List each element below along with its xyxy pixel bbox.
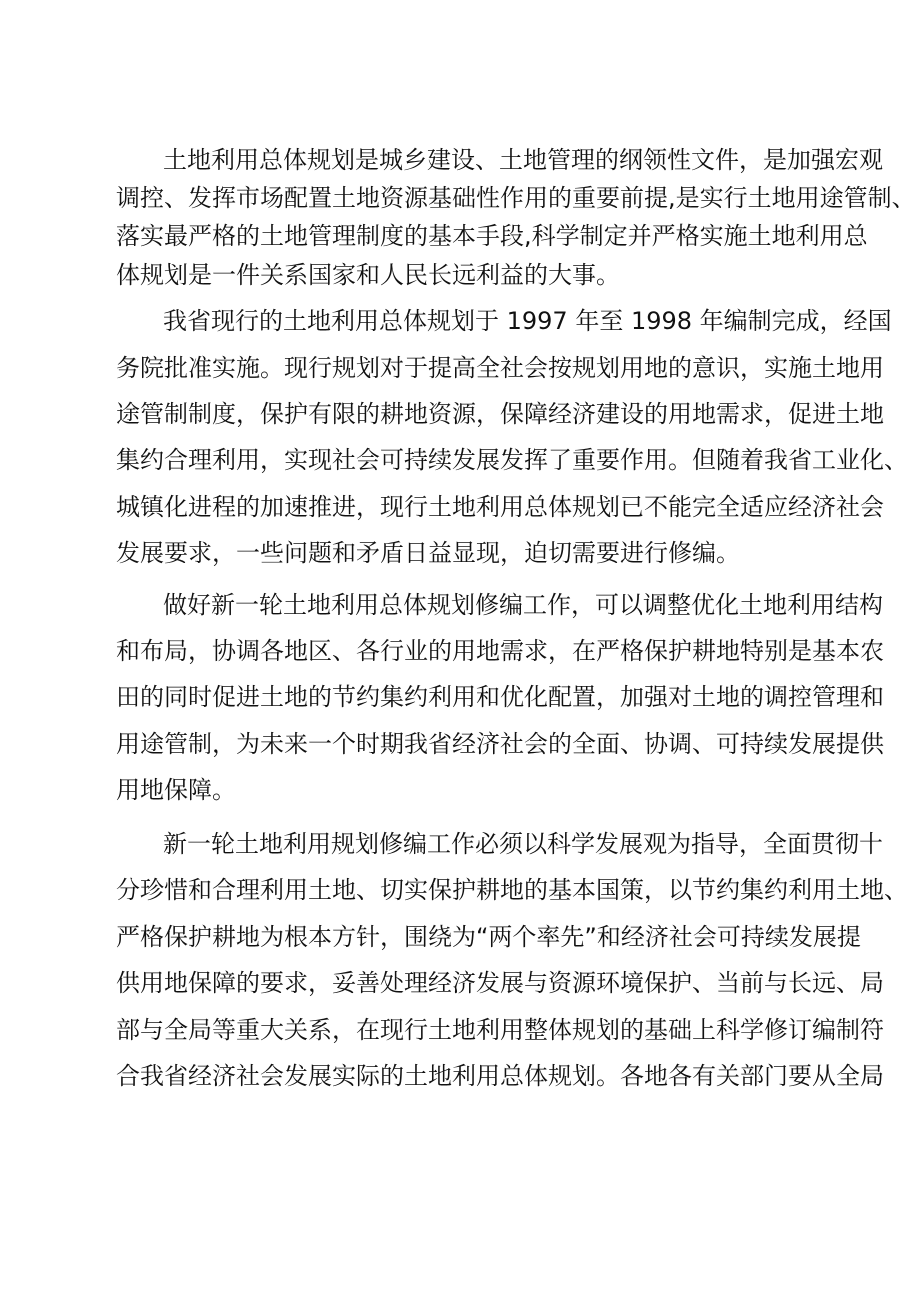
paragraph-1-line-2: 调控、发挥市场配置土地资源基础性作用的重要前提,是实行土地用途管制、 — [116, 184, 916, 212]
paragraph-4-line-6: 合我省经济社会发展实际的土地利用总体规划。各地各有关部门要从全局 — [116, 1062, 884, 1090]
paragraph-2-line-5: 城镇化进程的加速推进，现行土地利用总体规划已不能完全适应经济社会 — [116, 493, 884, 521]
paragraph-4-line-4: 供用地保障的要求，妥善处理经济发展与资源环境保护、当前与长远、局 — [116, 969, 884, 997]
paragraph-3-line-5: 用地保障。 — [116, 776, 236, 804]
paragraph-3-line-3: 田的同时促进土地的节约集约利用和优化配置，加强对土地的调控管理和 — [116, 683, 884, 711]
paragraph-4-line-1: 新一轮土地利用规划修编工作必须以科学发展观为指导，全面贯彻十 — [163, 830, 883, 858]
paragraph-2-line-3: 途管制制度，保护有限的耕地资源，保障经济建设的用地需求，促进土地 — [116, 400, 884, 428]
paragraph-4-line-5: 部与全局等重大关系，在现行土地利用整体规划的基础上科学修订编制符 — [116, 1016, 884, 1044]
paragraph-4-line-3: 严格保护耕地为根本方针，围绕为“两个率先”和经济社会可持续发展提 — [116, 923, 861, 951]
paragraph-3-line-2: 和布局，协调各地区、各行业的用地需求，在严格保护耕地特别是基本农 — [116, 637, 884, 665]
paragraph-3-line-1: 做好新一轮土地利用总体规划修编工作，可以调整优化土地利用结构 — [163, 591, 883, 619]
paragraph-2-line-6: 发展要求，一些问题和矛盾日益显现，迫切需要进行修编。 — [116, 539, 740, 567]
paragraph-1-line-4: 体规划是一件关系国家和人民长远利益的大事。 — [116, 261, 620, 289]
paragraph-1-line-1: 土地利用总体规划是城乡建设、土地管理的纲领性文件，是加强宏观 — [163, 146, 883, 174]
paragraph-2-line-4: 集约合理利用，实现社会可持续发展发挥了重要作用。但随着我省工业化、 — [116, 446, 908, 474]
paragraph-2-line-1: 我省现行的土地利用总体规划于 1997 年至 1998 年编制完成，经国 — [163, 307, 892, 335]
paragraph-2-line-2: 务院批准实施。现行规划对于提高全社会按规划用地的意识，实施土地用 — [116, 354, 884, 382]
paragraph-1-line-3: 落实最严格的土地管理制度的基本手段,科学制定并严格实施土地利用总 — [116, 222, 868, 250]
paragraph-4-line-2: 分珍惜和合理利用土地、切实保护耕地的基本国策，以节约集约利用土地、 — [116, 876, 908, 904]
paragraph-3-line-4: 用途管制，为未来一个时期我省经济社会的全面、协调、可持续发展提供 — [116, 730, 884, 758]
